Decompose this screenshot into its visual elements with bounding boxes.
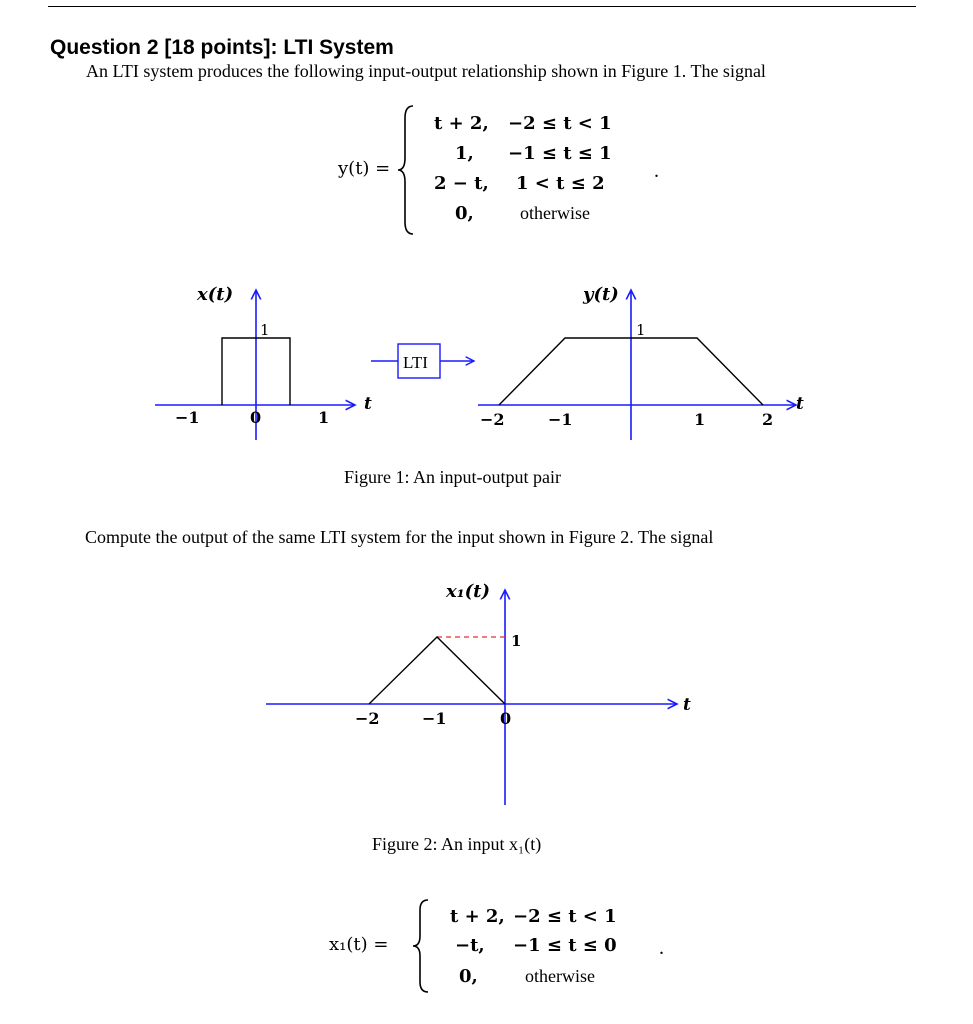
triangle-curve bbox=[369, 637, 505, 704]
y-case-3-expr: 2 − t, bbox=[434, 173, 489, 194]
y-case-1-cond: −2 ≤ t < 1 bbox=[508, 113, 612, 134]
y-case-2-expr: 1, bbox=[455, 143, 474, 164]
y-case-3-cond: 1 < t ≤ 2 bbox=[516, 173, 605, 194]
figure-1-caption: Figure 1: An input-output pair bbox=[344, 467, 561, 487]
x-tick-1: 1 bbox=[318, 408, 330, 427]
x1-xlabel: t bbox=[683, 695, 691, 715]
x-height-label: 1 bbox=[260, 321, 270, 339]
y-case-1-expr: t + 2, bbox=[434, 113, 489, 134]
plot-x1-of-t bbox=[266, 581, 691, 805]
y-tick-neg2: −2 bbox=[480, 410, 505, 429]
x1-case-2-expr: −t, bbox=[455, 935, 485, 956]
x1-def-lhs: x₁(t) = bbox=[329, 934, 389, 955]
question-title: Question 2 [18 points]: LTI System bbox=[50, 36, 394, 59]
y-xlabel: t bbox=[796, 394, 804, 414]
plot-y-of-t bbox=[478, 284, 804, 440]
x-ylabel: x(t) bbox=[197, 284, 234, 305]
intro-text: An LTI system produces the following input-output relationship shown in Figure 1. The signal bbox=[86, 61, 766, 81]
y-ylabel: y(t) bbox=[583, 284, 619, 305]
y-tick-2: 2 bbox=[762, 410, 774, 429]
lti-label: LTI bbox=[403, 353, 428, 372]
y-case-4-expr: 0, bbox=[455, 203, 474, 224]
y-def-lhs: y(t) = bbox=[338, 158, 391, 179]
y-tick-neg1: −1 bbox=[548, 410, 573, 429]
plot-x-of-t bbox=[155, 284, 372, 440]
x1-case-2-cond: −1 ≤ t ≤ 0 bbox=[513, 935, 617, 956]
x1-tick-neg1: −1 bbox=[422, 709, 447, 728]
y-case-2-cond: −1 ≤ t ≤ 1 bbox=[508, 143, 612, 164]
y-case-4-cond: otherwise bbox=[520, 203, 590, 223]
x1-case-3-cond: otherwise bbox=[525, 966, 595, 986]
x1-tick-neg2: −2 bbox=[355, 709, 380, 728]
x-tick-0: 0 bbox=[250, 408, 262, 427]
y-height-label: 1 bbox=[636, 321, 646, 339]
left-brace bbox=[410, 898, 432, 999]
x-tick-neg1: −1 bbox=[175, 408, 200, 427]
x1-case-1-cond: −2 ≤ t < 1 bbox=[513, 906, 617, 927]
figure-2-caption: Figure 2: An input x₁(t) bbox=[372, 834, 542, 854]
y-tick-1: 1 bbox=[694, 410, 706, 429]
x1-ylabel: x₁(t) bbox=[446, 581, 490, 602]
period: . bbox=[654, 160, 659, 182]
compute-text: Compute the output of the same LTI system for the input shown in Figure 2. The signal bbox=[85, 527, 714, 547]
lti-block bbox=[371, 344, 474, 378]
x-xlabel: t bbox=[364, 394, 372, 414]
x1-tick-0: 0 bbox=[500, 709, 512, 728]
x1-case-1-expr: t + 2, bbox=[450, 906, 505, 927]
x1-case-3-expr: 0, bbox=[459, 966, 478, 987]
period: . bbox=[659, 937, 664, 959]
x1-height-label: 1 bbox=[511, 632, 522, 650]
